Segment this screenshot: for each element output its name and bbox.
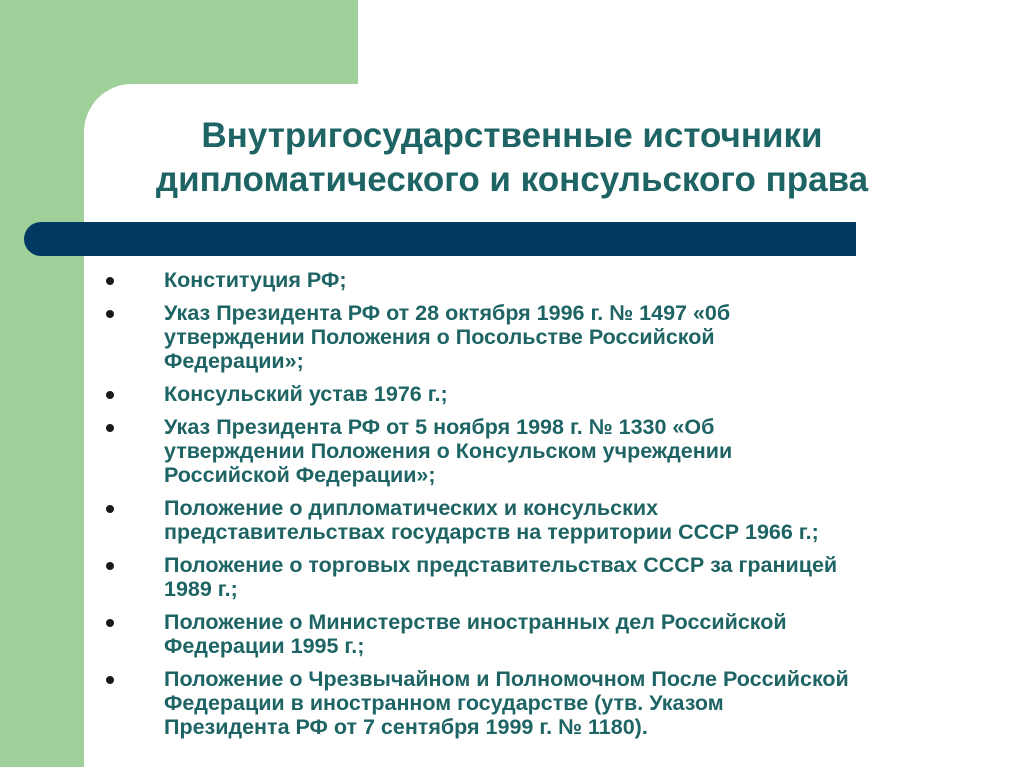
bullet-icon	[106, 619, 114, 627]
list-item	[106, 268, 1006, 292]
list-item-text: Положение о дипломатических и консульских	[164, 496, 659, 520]
list-item-text: Федерации»;	[164, 349, 304, 373]
bullet-icon	[106, 505, 114, 513]
list-item-text: Конституция РФ;	[164, 268, 347, 292]
slide-title-line: дипломатического и консульского права	[155, 160, 869, 199]
bullet-icon	[106, 424, 114, 432]
list-item	[106, 382, 1006, 406]
list-item-text: Федерации 1995 г.;	[164, 634, 365, 658]
list-item	[106, 301, 1006, 373]
list-item-text: Положение о Министерстве иностранных дел Российской	[164, 610, 787, 634]
bullet-icon	[106, 310, 114, 318]
slide-title	[84, 114, 940, 202]
list-item	[106, 496, 1006, 544]
list-item-text: Указ Президента РФ от 28 октября 1996 г. № 1497 «0б	[164, 301, 731, 325]
list-item-text: представительствах государств на территории СССР 1966 г.;	[164, 520, 819, 544]
title-divider-bar	[24, 222, 856, 256]
list-item-text: Российской Федерации»;	[164, 463, 436, 487]
list-item-text: Положение о торговых представительствах СССР за границей	[164, 553, 838, 577]
list-item-text: Консульский устав 1976 г.;	[164, 382, 448, 406]
list-item	[106, 667, 1006, 739]
bullet-icon	[106, 391, 114, 399]
list-item-text: утверждении Положения о Консульском учреждении	[164, 439, 733, 463]
list-item-text: Федерации в иностранном государстве (утв. Указом	[164, 691, 724, 715]
list-item-text: Указ Президента РФ от 5 ноября 1998 г. № 1330 «Об	[164, 415, 715, 439]
bullet-icon	[106, 277, 114, 285]
list-item-text: 1989 г.;	[164, 577, 238, 601]
list-item	[106, 415, 1006, 487]
bullet-icon	[106, 562, 114, 570]
list-item-text: Президента РФ от 7 сентября 1999 г. № 1180).	[164, 715, 648, 739]
bullet-icon	[106, 676, 114, 684]
slide-title-line: Внутригосударственные источники	[201, 116, 823, 155]
list-item	[106, 610, 1006, 658]
list-item-text: утверждении Положения о Посольстве Российской	[164, 325, 715, 349]
sources-list	[106, 268, 1006, 748]
list-item	[106, 553, 1006, 601]
list-item-text: Положение о Чрезвычайном и Полномочном После Российской	[164, 667, 849, 691]
